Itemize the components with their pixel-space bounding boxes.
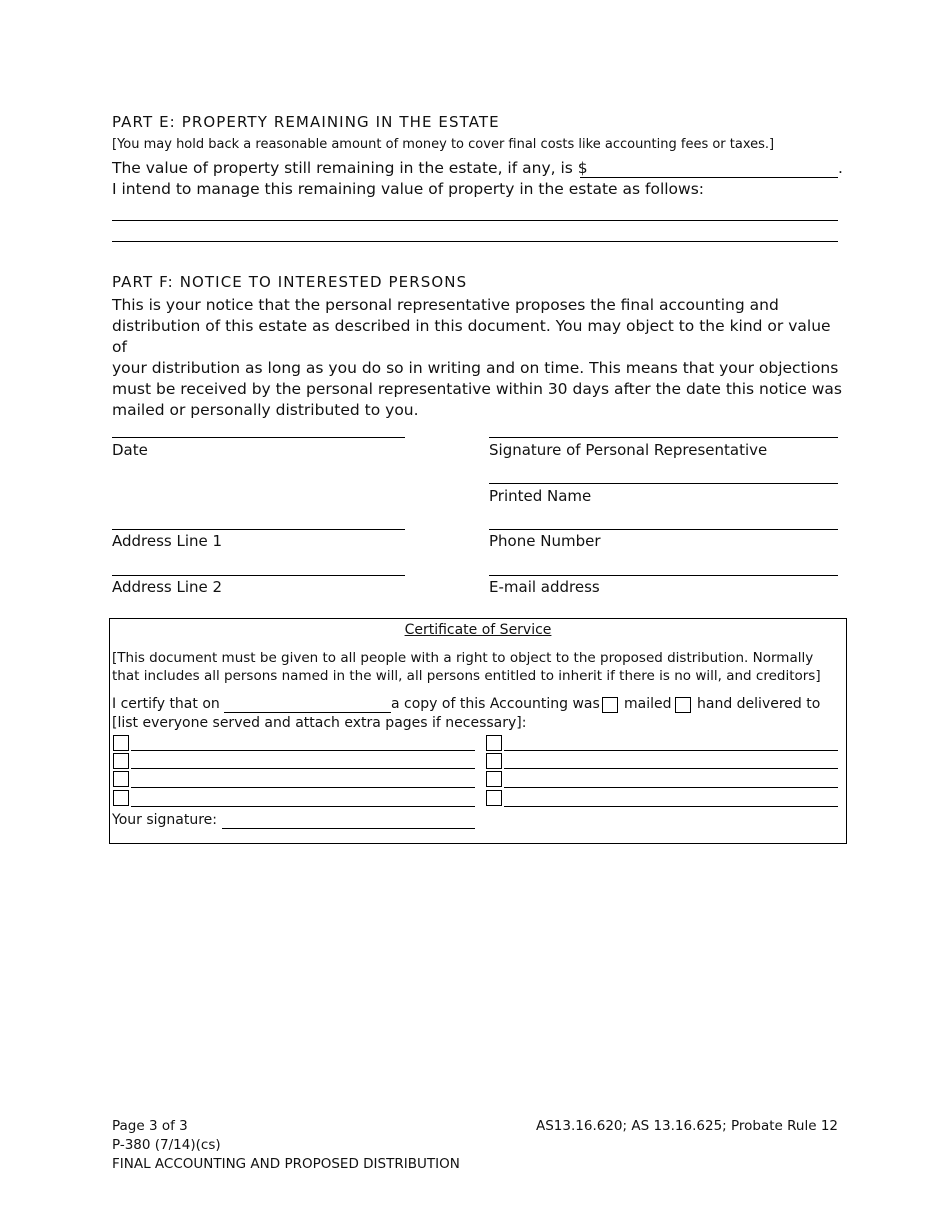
- printed-name-label: Printed Name: [489, 487, 592, 505]
- notice-line: mailed or personally distributed to you.: [112, 401, 419, 419]
- served-name-line[interactable]: [131, 806, 475, 807]
- certificate-title-wrap: [109, 622, 847, 638]
- notice-line: your distribution as long as you do so in writing and on time. This means that your objections: [112, 359, 839, 377]
- certificate-note-2: that includes all persons named in the will, all persons entitled to inherit if there is no will, and creditors]: [112, 668, 821, 684]
- manage-prompt: I intend to manage this remaining value of property in the estate as follows:: [112, 180, 705, 198]
- your-signature-label: Your signature:: [112, 812, 217, 828]
- signature-label: Signature of Personal Representative: [489, 441, 768, 459]
- served-checkbox[interactable]: [486, 753, 502, 769]
- certify-middle: a copy of this Accounting was: [391, 696, 600, 712]
- phone-label: Phone Number: [489, 532, 601, 550]
- form-number: P-380 (7/14)(cs): [112, 1137, 221, 1153]
- value-field[interactable]: [580, 159, 836, 177]
- service-date-line[interactable]: [224, 712, 391, 713]
- email-line[interactable]: [489, 575, 838, 576]
- email-label: E-mail address: [489, 578, 600, 596]
- served-checkbox[interactable]: [486, 771, 502, 787]
- mailed-label: mailed: [624, 696, 672, 712]
- value-underline: [580, 177, 838, 178]
- served-checkbox[interactable]: [486, 735, 502, 751]
- page-number: Page 3 of 3: [112, 1118, 188, 1134]
- signature-line[interactable]: [489, 437, 838, 438]
- statutes: AS13.16.620; AS 13.16.625; Probate Rule 12: [536, 1118, 838, 1134]
- mailed-checkbox[interactable]: [602, 697, 618, 713]
- served-name-line[interactable]: [504, 768, 838, 769]
- part-e-heading: PART E: PROPERTY REMAINING IN THE ESTATE: [112, 113, 500, 131]
- served-name-line[interactable]: [131, 787, 475, 788]
- part-f-notice: [112, 295, 847, 421]
- served-checkbox[interactable]: [486, 790, 502, 806]
- certificate-title: Certificate of Service: [404, 622, 552, 638]
- served-name-line[interactable]: [504, 787, 838, 788]
- notice-line: must be received by the personal representative within 30 days after the date this notice was: [112, 380, 842, 398]
- your-signature-line[interactable]: [222, 828, 475, 829]
- certify-prefix: I certify that on: [112, 696, 220, 712]
- manage-line-2[interactable]: [112, 241, 838, 242]
- served-name-line[interactable]: [131, 750, 475, 751]
- served-checkbox[interactable]: [113, 771, 129, 787]
- date-label: Date: [112, 441, 148, 459]
- address1-line[interactable]: [112, 529, 405, 530]
- certificate-note-1: [This document must be given to all people with a right to object to the proposed distribution. Normally: [112, 650, 814, 666]
- hand-delivered-label: hand delivered to: [697, 696, 821, 712]
- notice-line: This is your notice that the personal representative proposes the final accounting and: [112, 296, 779, 314]
- served-checkbox[interactable]: [113, 735, 129, 751]
- served-name-line[interactable]: [504, 750, 838, 751]
- served-checkbox[interactable]: [113, 790, 129, 806]
- address1-label: Address Line 1: [112, 532, 223, 550]
- served-checkbox[interactable]: [113, 753, 129, 769]
- notice-line: distribution of this estate as described in this document. You may object to the kind or value of: [112, 317, 831, 356]
- part-e-note: [You may hold back a reasonable amount of money to cover final costs like accounting fees or taxes.]: [112, 137, 775, 152]
- value-end: .: [838, 159, 843, 177]
- hand-delivered-checkbox[interactable]: [675, 697, 691, 713]
- phone-line[interactable]: [489, 529, 838, 530]
- address2-line[interactable]: [112, 575, 405, 576]
- date-line[interactable]: [112, 437, 405, 438]
- list-instruction: [list everyone served and attach extra pages if necessary]:: [112, 715, 527, 731]
- form-title: FINAL ACCOUNTING AND PROPOSED DISTRIBUTION: [112, 1156, 460, 1172]
- served-name-line[interactable]: [131, 768, 475, 769]
- address2-label: Address Line 2: [112, 578, 223, 596]
- served-name-line[interactable]: [504, 806, 838, 807]
- manage-line-1[interactable]: [112, 220, 838, 221]
- value-prompt: The value of property still remaining in the estate, if any, is $: [112, 159, 588, 177]
- printed-name-line[interactable]: [489, 483, 838, 484]
- part-f-heading: PART F: NOTICE TO INTERESTED PERSONS: [112, 273, 468, 291]
